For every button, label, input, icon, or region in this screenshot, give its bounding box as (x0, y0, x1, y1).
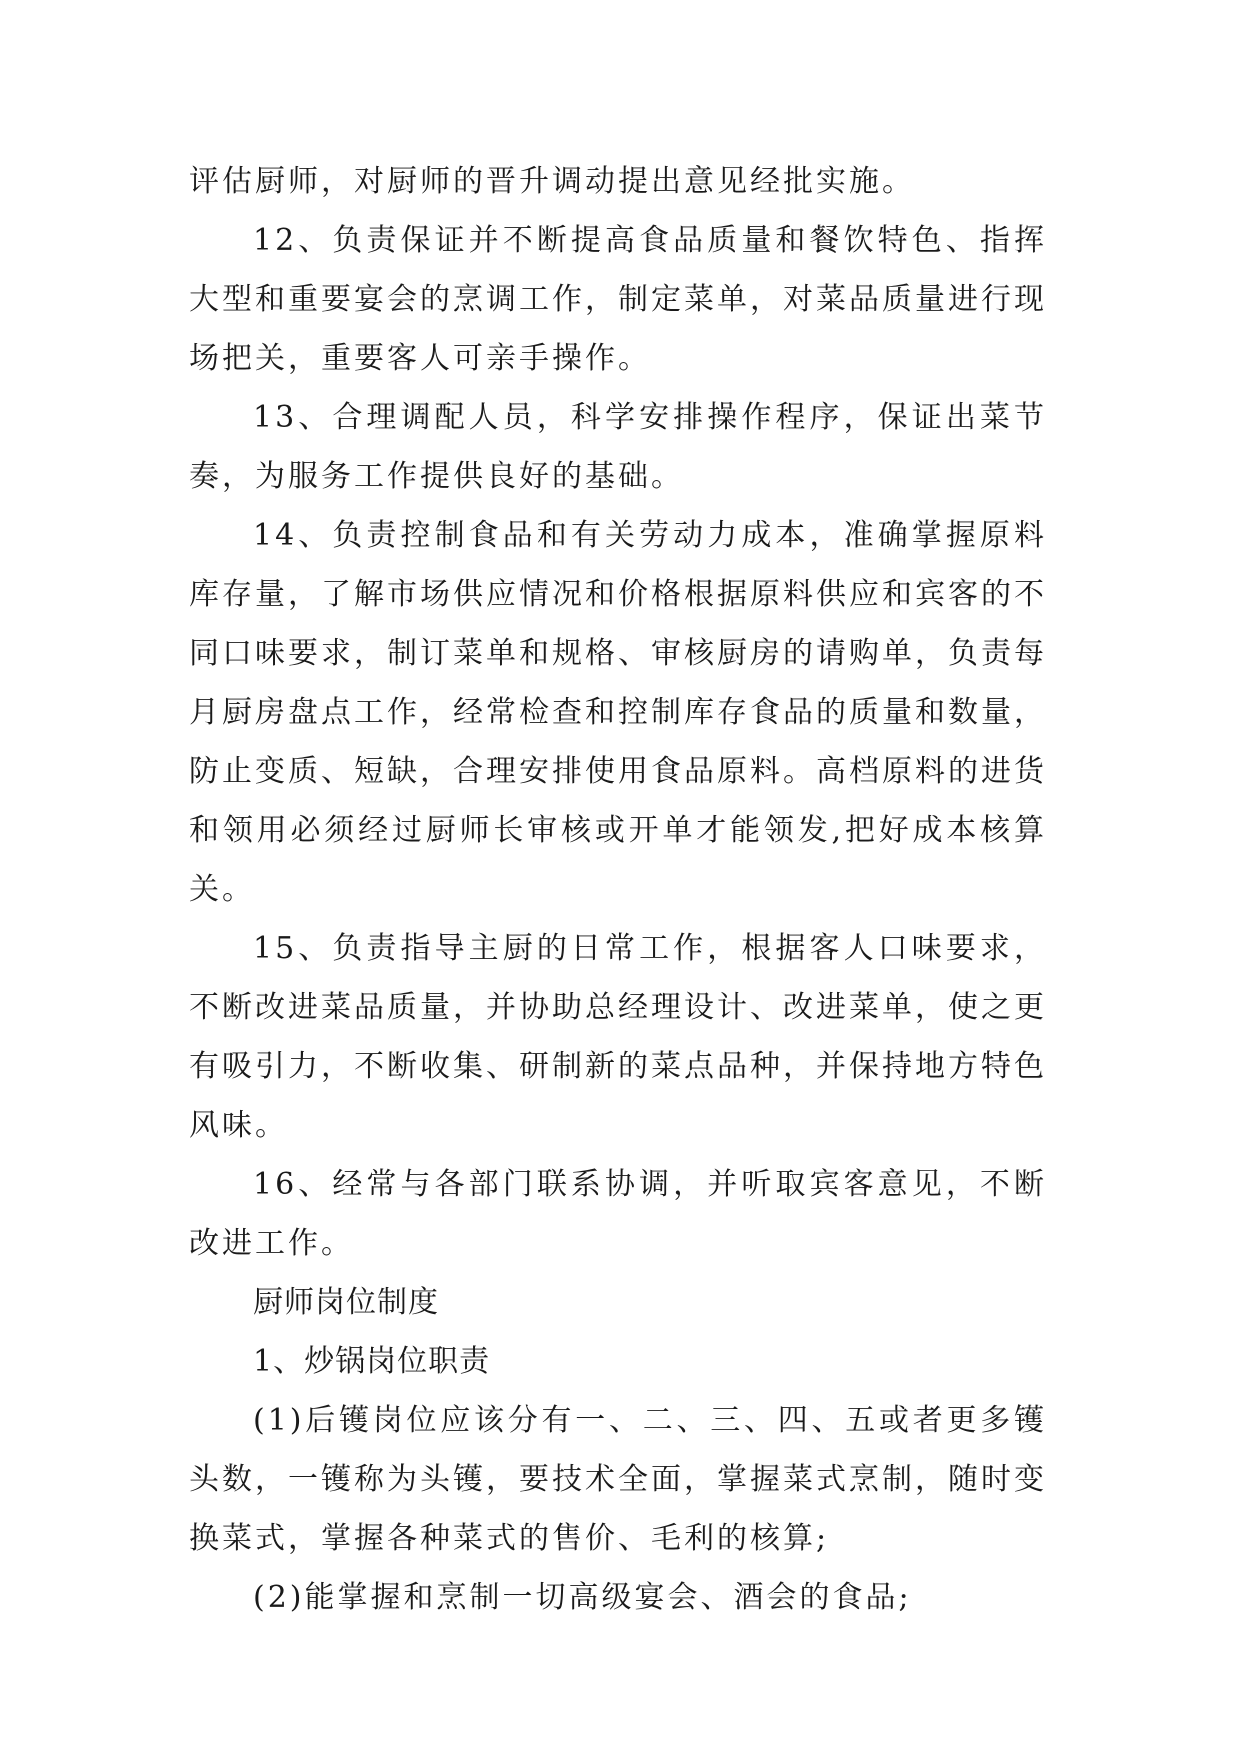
paragraph-item-12: 12、负责保证并不断提高食品质量和餐饮特色、指挥大型和重要宴会的烹调工作，制定菜单，对菜品质量进行现场把关，重要客人可亲手操作。 (189, 223, 1047, 376)
subsection-heading: 1、炒锅岗位职责 (253, 1344, 491, 1379)
paragraph-item-13: 13、合理调配人员，科学安排操作程序，保证出菜节奏，为服务工作提供良好的基础。 (189, 400, 1047, 494)
paragraph-item-16: 16、经常与各部门联系协调，并听取宾客意见，不断改进工作。 (189, 1167, 1047, 1261)
section-heading: 厨师岗位制度 (253, 1285, 439, 1320)
paragraph-subitem-1: (1)后镬岗位应该分有一、二、三、四、五或者更多镬头数，一镬称为头镬，要技术全面，掌握菜式烹制，随时变换菜式，掌握各种菜式的售价、毛利的核算; (189, 1403, 1047, 1556)
document-body (189, 152, 1047, 1627)
paragraph-subitem-2: (2)能掌握和烹制一切高级宴会、酒会的食品; (253, 1580, 912, 1615)
paragraph-item-14: 14、负责控制食品和有关劳动力成本，准确掌握原料库存量，了解市场供应情况和价格根据原料供应和宾客的不同口味要求，制订菜单和规格、审核厨房的请购单，负责每月厨房盘点工作，经常检查和控制库存食品的质量和数量，防止变质、短缺，合理安排使用食品原料。高档原料的进货和领用必须经过厨师长审核或开单才能领发,把好成本核算关。 (189, 518, 1047, 907)
paragraph-continuation: 评估厨师，对厨师的晋升调动提出意见经批实施。 (189, 164, 915, 199)
paragraph-item-15: 15、负责指导主厨的日常工作，根据客人口味要求，不断改进菜品质量，并协助总经理设计、改进菜单，使之更有吸引力，不断收集、研制新的菜点品种，并保持地方特色风味。 (189, 931, 1047, 1143)
